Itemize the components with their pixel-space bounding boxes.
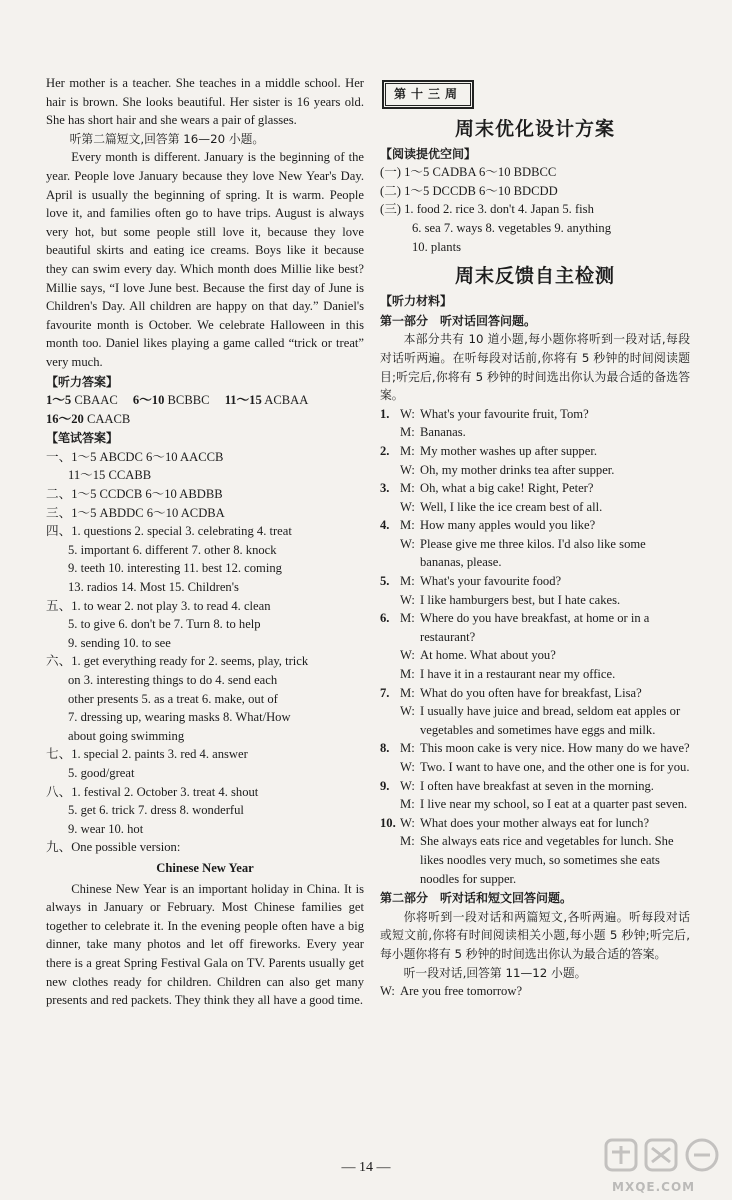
dialogue-line: M: Bananas. <box>400 425 466 440</box>
reading-heading: 【阅读提优空间】 <box>380 146 477 161</box>
dialogue-line: W: Are you free tomorrow? <box>380 984 523 999</box>
test-title: 周末反馈自主检测 <box>454 265 615 288</box>
written-answers <box>46 448 364 857</box>
dialogue-line: W: Two. I want to have one, and the other one is for you. <box>400 760 690 774</box>
dialogue-line: 3. M: Oh, what a big cake! Right, Peter? <box>380 481 594 496</box>
section-3: 三、1～5 ABDDC 6～10 ACDBA <box>46 505 225 520</box>
week-label-box <box>382 80 474 109</box>
dialogue-line: W: Please give me three kilos. I'd also like some bananas, please. <box>400 536 646 570</box>
essay-text: Chinese New Year is an important holiday in China. It is always in January or February. Most Chinese families get together to celebrate it. In the evening people often have a big dinner, take many photos and let off fireworks. Every year there is a great Spring Festival Gala on TV. Parents usually get new clothes ready for children. Children can also get many presents and red packets. They think they all have a good time. <box>46 881 364 1008</box>
section-2: 二、1～5 CCDCB 6～10 ABDBB <box>46 487 223 502</box>
reading-answers: (一) 1～5 CADBA 6～10 BDBCC (二) 1～5 DCCDB 6～10 BDCDD (三) 1. food 2. rice 3. don't 4. Japan 5. fish 6. sea 7. ways 8. vegetables 9. anything 10. plants <box>380 165 612 254</box>
watermark-text: MXQE.COM <box>612 1180 696 1194</box>
dialogue-line: W: Oh, my mother drinks tea after supper. <box>400 462 615 477</box>
dialogue-line: 6. M: Where do you have breakfast, at home or in a restaurant? <box>380 611 650 644</box>
dialogue-line: W: I usually have juice and bread, seldom eat apples or vegetables and sometimes have eggs and milk. <box>400 704 681 737</box>
dialogue-line: W: I like hamburgers best, but I hate cakes. <box>400 592 621 607</box>
dialogue-line: 7. M: What do you often have for breakfast, Lisa? <box>380 685 642 700</box>
answer-row: 1～5 CBAAC 6～10 BCBBC 11～15 ACBAA <box>46 393 309 408</box>
dialogue-line: 10. W: What does your mother always eat for lunch? <box>380 815 650 830</box>
week-label: 第十三周 <box>385 83 471 106</box>
section-6: 六、1. get everything ready for 2. seems, play, trick on 3. interesting things to do 4. send each other presents 5. as a treat 6. make, out of 7. dressing up, wearing masks 8. What/How about going swimming <box>46 654 309 743</box>
section-5: 五、1. to wear 2. not play 3. to read 4. clean 5. to give 6. don't be 7. Turn 8. to help 9. sending 10. to see <box>46 598 271 650</box>
watermark-logo-icon <box>602 1136 726 1180</box>
part2-heading: 第二部分 听对话和短文回答问题。 <box>380 891 573 906</box>
part1-heading: 第一部分 听对话回答问题。 <box>380 313 537 328</box>
part2-sub: 听一段对话,回答第 11—12 小题。 <box>403 965 587 980</box>
written-answers-heading: 【笔试答案】 <box>46 431 119 446</box>
essay-title: Chinese New Year <box>156 860 254 875</box>
passage2-text: Every month is different. January is the beginning of the year. People love January because they love New Year's Day. April is usually the beginning of spring. It is warm. People love it, and families often go to have trips. August is always very hot, but some people still love it, because they love beautiful skirts and eating ice creams. Boys like it because they can swim every day. Which month does Millie like best? Millie says, “I love June best. Because the first day of June is Children's Day. All children are happy on that day.” Daniel's favourite month is October. We celebrate Halloween in this month too. Daniel likes playing a game called “trick or treat” very much. <box>46 150 364 369</box>
dialogue-line: 9. W: I often have breakfast at seven in the morning. <box>380 778 654 793</box>
section-8: 八、1. festival 2. October 3. treat 4. shout 5. get 6. trick 7. dress 8. wonderful 9. wear 10. hot <box>46 784 259 836</box>
answer-row: 16～20 CAACB <box>46 411 131 426</box>
dialogue-line: W: At home. What about you? <box>400 648 556 663</box>
dialogue-line: W: Well, I like the ice cream best of all. <box>400 499 603 514</box>
right-column <box>380 80 690 1001</box>
listening-answers-heading: 【听力答案】 <box>46 374 119 389</box>
page-number: — 14 — <box>341 1160 391 1175</box>
dialogues <box>380 405 690 888</box>
dialogue-line: M: I have it in a restaurant near my office. <box>400 667 616 682</box>
dialogue-line: 8. M: This moon cake is very nice. How many do we have? <box>380 741 690 756</box>
dialogue-line: 5. M: What's your favourite food? <box>380 574 562 589</box>
dialogue-line: 1. W: What's your favourite fruit, Tom? <box>380 406 589 421</box>
left-column <box>46 74 364 1010</box>
dialogue-line: M: She always eats rice and vegetables for lunch. She likes noodles very much, so sometimes she eats noodles for supper. <box>400 834 674 886</box>
section-1: 一、1～5 ABCDC 6～10 AACCB 11～15 CCABB <box>46 449 224 483</box>
dialogue-line: 2. M: My mother washes up after supper. <box>380 443 597 458</box>
dialogue-line: 4. M: How many apples would you like? <box>380 518 596 533</box>
part1-intro: 本部分共有 10 道小题,每小题你将听到一段对话,每段对话听两遍。在听每段对话前,你将有 5 秒钟的时间阅读题目;听完后,你将有 5 秒钟的时间选出你认为最合适的备选答案。 <box>380 332 690 403</box>
section-7: 七、1. special 2. paints 3. red 4. answer 5. good/great <box>46 747 248 780</box>
materials-heading: 【听力材料】 <box>380 294 453 309</box>
passage2-intro: 听第二篇短文,回答第 16—20 小题。 <box>69 131 265 146</box>
part2-intro: 你将听到一段对话和两篇短文,各听两遍。听每段对话或短文前,你将有时间阅读相关小题,每小题 5 秒钟;听完后,每小题你将有 5 秒钟的时间选出你认为最合适的答案。 <box>380 909 690 961</box>
listening-answers <box>46 391 364 428</box>
passage1-tail: Her mother is a teacher. She teaches in a middle school. Her hair is brown. She looks beautiful. Her sister is 16 years old. She has short hair and she wears a pair of glasses. <box>46 76 364 128</box>
section-4: 四、1. questions 2. special 3. celebrating 4. treat 5. important 6. different 7. other 8. knock 9. teeth 10. interesting 11. best 12. coming 13. radios 14. Most 15. Children's <box>46 524 292 595</box>
site-watermark <box>602 1136 726 1196</box>
section-9: 九、One possible version: <box>46 840 181 855</box>
plan-title: 周末优化设计方案 <box>454 117 615 140</box>
dialogue-line: M: I live near my school, so I eat at a quarter past seven. <box>400 797 688 812</box>
